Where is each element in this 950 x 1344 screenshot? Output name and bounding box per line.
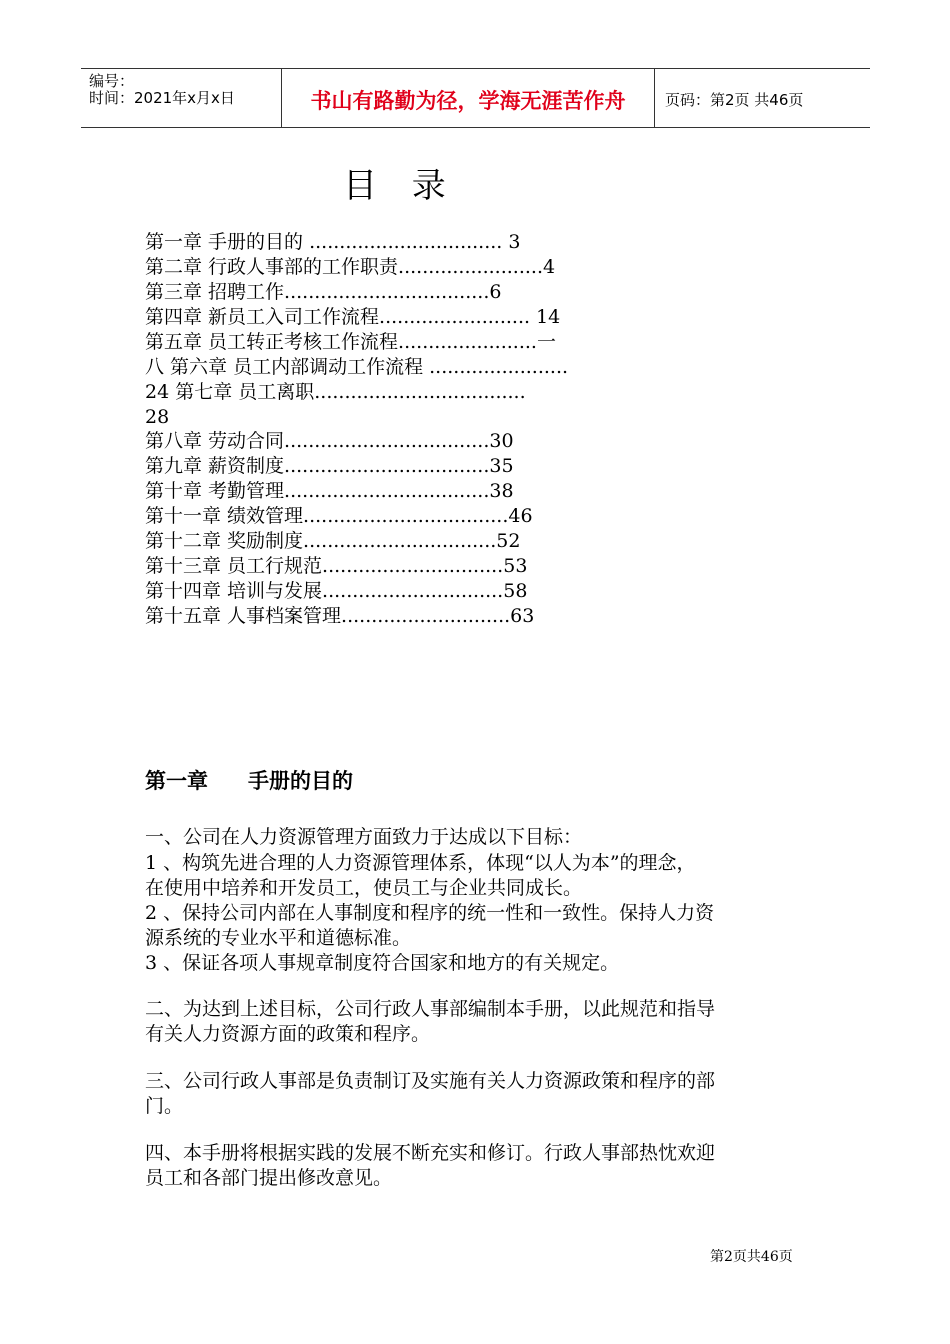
- time-label: 时间：2021年x月x日: [89, 89, 235, 107]
- toc-line: 第五章 员工转正考核工作流程.......................一: [145, 331, 556, 353]
- chapter-title: [145, 765, 353, 795]
- toc-line: 第十一章 绩效管理..................................46: [145, 505, 533, 527]
- toc-title: 目 录: [343, 166, 458, 206]
- toc-line: 24 第七章 员工离职...................................: [145, 381, 526, 403]
- paragraph-line: 门。: [145, 1095, 184, 1117]
- paragraph-line: 一、公司在人力资源管理方面致力于达成以下目标：: [145, 826, 583, 848]
- toc-line: 第四章 新员工入司工作流程......................... 14: [145, 306, 561, 328]
- toc-line: 28: [145, 406, 170, 428]
- serial-label: 编号：: [89, 72, 135, 90]
- toc-line: 第一章 手册的目的 ................................ 3: [145, 231, 521, 253]
- toc-line: 第十四章 培训与发展..............................58: [145, 580, 528, 602]
- header-motto-cell: [282, 69, 655, 127]
- paragraph-line: 四、本手册将根据实践的发展不断充实和修订。行政人事部热忱欢迎: [145, 1142, 716, 1164]
- paragraph-line: 员工和各部门提出修改意见。: [145, 1167, 393, 1189]
- chapter-name: 手册的目的: [248, 769, 353, 793]
- toc-line: 八 第六章 员工内部调动工作流程 .......................: [145, 356, 569, 378]
- toc-line: 第十二章 奖励制度................................52: [145, 530, 521, 552]
- header-meta-cell: [81, 69, 282, 127]
- paragraph-line: 1 、构筑先进合理的人力资源管理体系，体现“以人为本”的理念，: [145, 852, 696, 874]
- motto-text: 书山有路勤为径，学海无涯苦作舟: [310, 89, 626, 113]
- paragraph-line: 3 、保证各项人事规章制度符合国家和地方的有关规定。: [145, 952, 620, 974]
- header-page-cell: [655, 69, 870, 127]
- page-footer: 第2页共46页: [710, 1249, 793, 1265]
- toc-line: 第三章 招聘工作..................................6: [145, 281, 502, 303]
- header-page-info: 页码：第2页 共46页: [665, 91, 804, 109]
- page-header: [81, 68, 870, 128]
- toc-line: 第十三章 员工行规范..............................53: [145, 555, 528, 577]
- toc-line: 第八章 劳动合同..................................30: [145, 430, 514, 452]
- toc-line: 第九章 薪资制度..................................35: [145, 455, 514, 477]
- paragraph-line: 在使用中培养和开发员工，使员工与企业共同成长。: [145, 877, 583, 899]
- toc-line: 第十五章 人事档案管理............................63: [145, 605, 535, 627]
- paragraph-line: 源系统的专业水平和道德标准。: [145, 927, 412, 949]
- toc-line: 第二章 行政人事部的工作职责........................4: [145, 256, 556, 278]
- paragraph-line: 二、为达到上述目标，公司行政人事部编制本手册，以此规范和指导: [145, 998, 716, 1020]
- paragraph-line: 有关人力资源方面的政策和程序。: [145, 1023, 431, 1045]
- chapter-number: 第一章: [145, 769, 208, 793]
- paragraph-line: 2 、保持公司内部在人事制度和程序的统一性和一致性。保持人力资: [145, 902, 715, 924]
- paragraph-line: 三、公司行政人事部是负责制订及实施有关人力资源政策和程序的部: [145, 1070, 716, 1092]
- toc-line: 第十章 考勤管理..................................38: [145, 480, 514, 502]
